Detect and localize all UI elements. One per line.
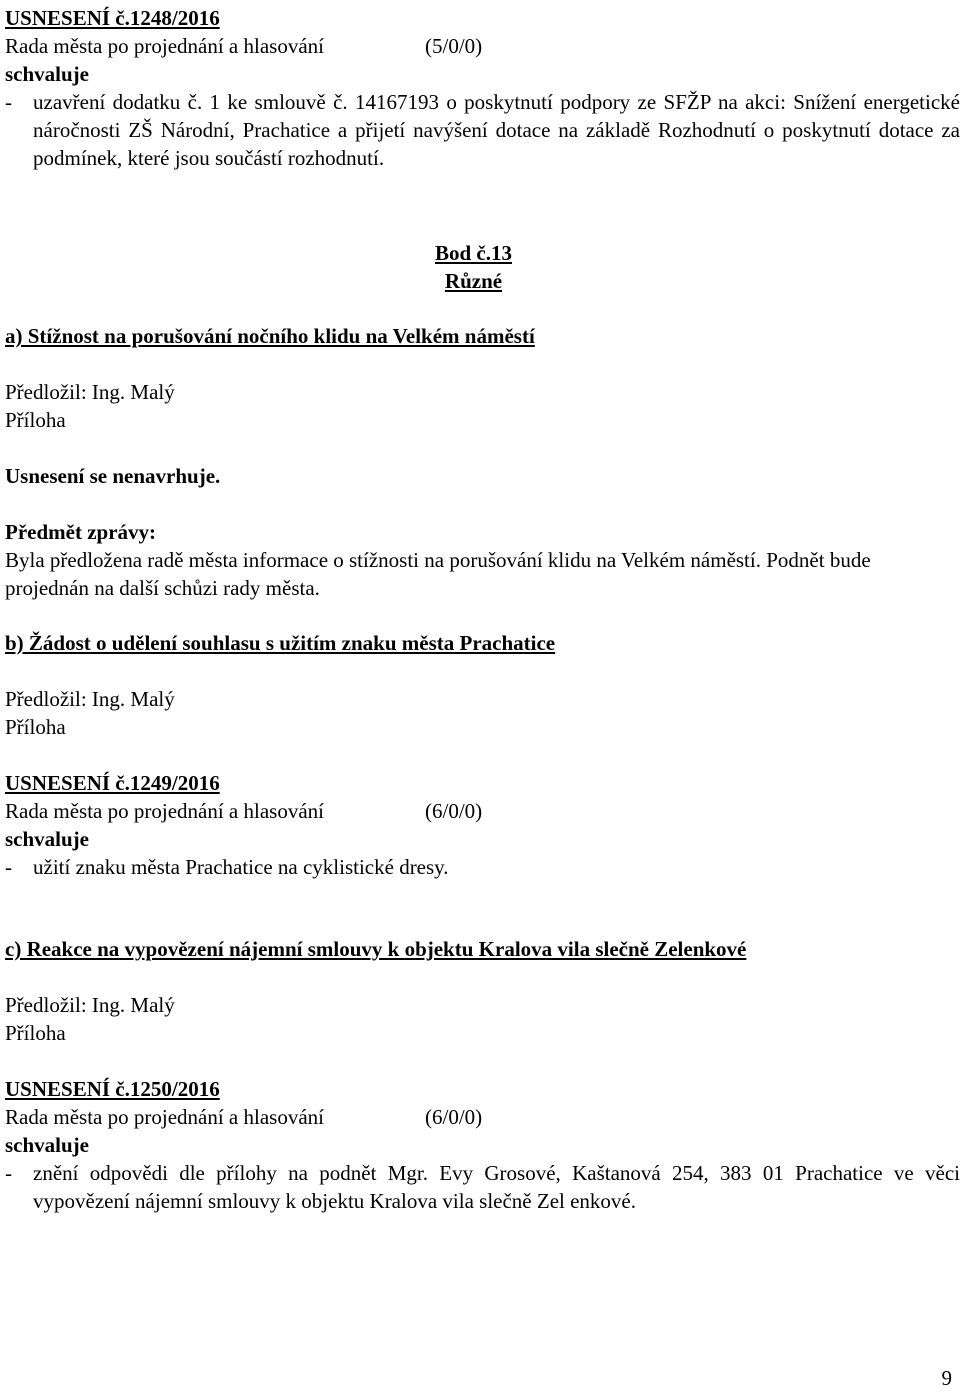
resolution-item-1248 (5, 88, 960, 172)
section-b-heading: b) Žádost o udělení souhlasu s užitím znaku města Prachatice (5, 631, 556, 655)
submitted-by: Předložil: Ing. Malý (5, 687, 175, 711)
resolution-heading-1248: USNESENÍ č.1248/2016 (5, 6, 220, 30)
document-page (5, 4, 960, 1215)
no-resolution-note: Usnesení se nenavrhuje. (5, 464, 221, 488)
council-vote-line-1249 (5, 797, 960, 825)
page-number: 9 (941, 1366, 952, 1390)
item-text: znění odpovědi dle přílohy na podnět Mgr. Evy Grosové, Kaštanová 254, 383 01 Prachatice ve věci vypovězení nájemní smlouvy k objektu Kralova vila slečně Zel enkové. (33, 1161, 960, 1213)
resolution-item-1249 (5, 853, 960, 881)
resolution-item-1250 (5, 1159, 960, 1215)
resolution-heading-1250: USNESENÍ č.1250/2016 (5, 1077, 220, 1101)
council-text: Rada města po projednání a hlasování (5, 34, 324, 58)
vote-count: (6/0/0) (425, 1105, 483, 1129)
section-a-heading: a) Stížnost na porušování nočního klidu na Velkém náměstí (5, 324, 535, 348)
vote-count: (6/0/0) (425, 799, 483, 823)
vote-count: (5/0/0) (425, 34, 483, 58)
subject-label: Předmět zprávy: (5, 520, 157, 544)
item-text: uzavření dodatku č. 1 ke smlouvě č. 14167193 o poskytnutí podpory ze SFŽP na akci: Snížení energetické náročnosti ZŠ Národní, Prachatice a přijetí navýšení dotace na základě Rozhodnutí o poskytnutí dotace za podmínek, které jsou součástí rozhodnutí. (33, 90, 960, 170)
agenda-point-title: Bod č.13 (434, 241, 512, 265)
resolution-heading-1249: USNESENÍ č.1249/2016 (5, 771, 220, 795)
agenda-point-subtitle: Různé (444, 269, 503, 293)
subject-text: Byla předložena radě města informace o stížnosti na porušování klidu na Velkém náměstí. Podnět bude projednán na další schůzi rady města. (5, 548, 871, 600)
attachment-label: Příloha (5, 408, 66, 432)
approves-label: schvaluje (5, 1133, 89, 1157)
attachment-label: Příloha (5, 1021, 66, 1045)
council-text: Rada města po projednání a hlasování (5, 1105, 324, 1129)
submitted-by: Předložil: Ing. Malý (5, 380, 175, 404)
council-vote-line-1248 (5, 32, 960, 60)
item-dash: - (5, 90, 12, 114)
submitted-by: Předložil: Ing. Malý (5, 993, 175, 1017)
item-dash: - (5, 1161, 12, 1185)
approves-label: schvaluje (5, 827, 89, 851)
item-dash: - (5, 855, 12, 879)
approves-label: schvaluje (5, 62, 89, 86)
council-text: Rada města po projednání a hlasování (5, 799, 324, 823)
section-c-heading: c) Reakce na vypovězení nájemní smlouvy k objektu Kralova vila slečně Zelenkové (5, 937, 747, 961)
attachment-label: Příloha (5, 715, 66, 739)
item-text: užití znaku města Prachatice na cyklistické dresy. (33, 855, 449, 879)
council-vote-line-1250 (5, 1103, 960, 1131)
